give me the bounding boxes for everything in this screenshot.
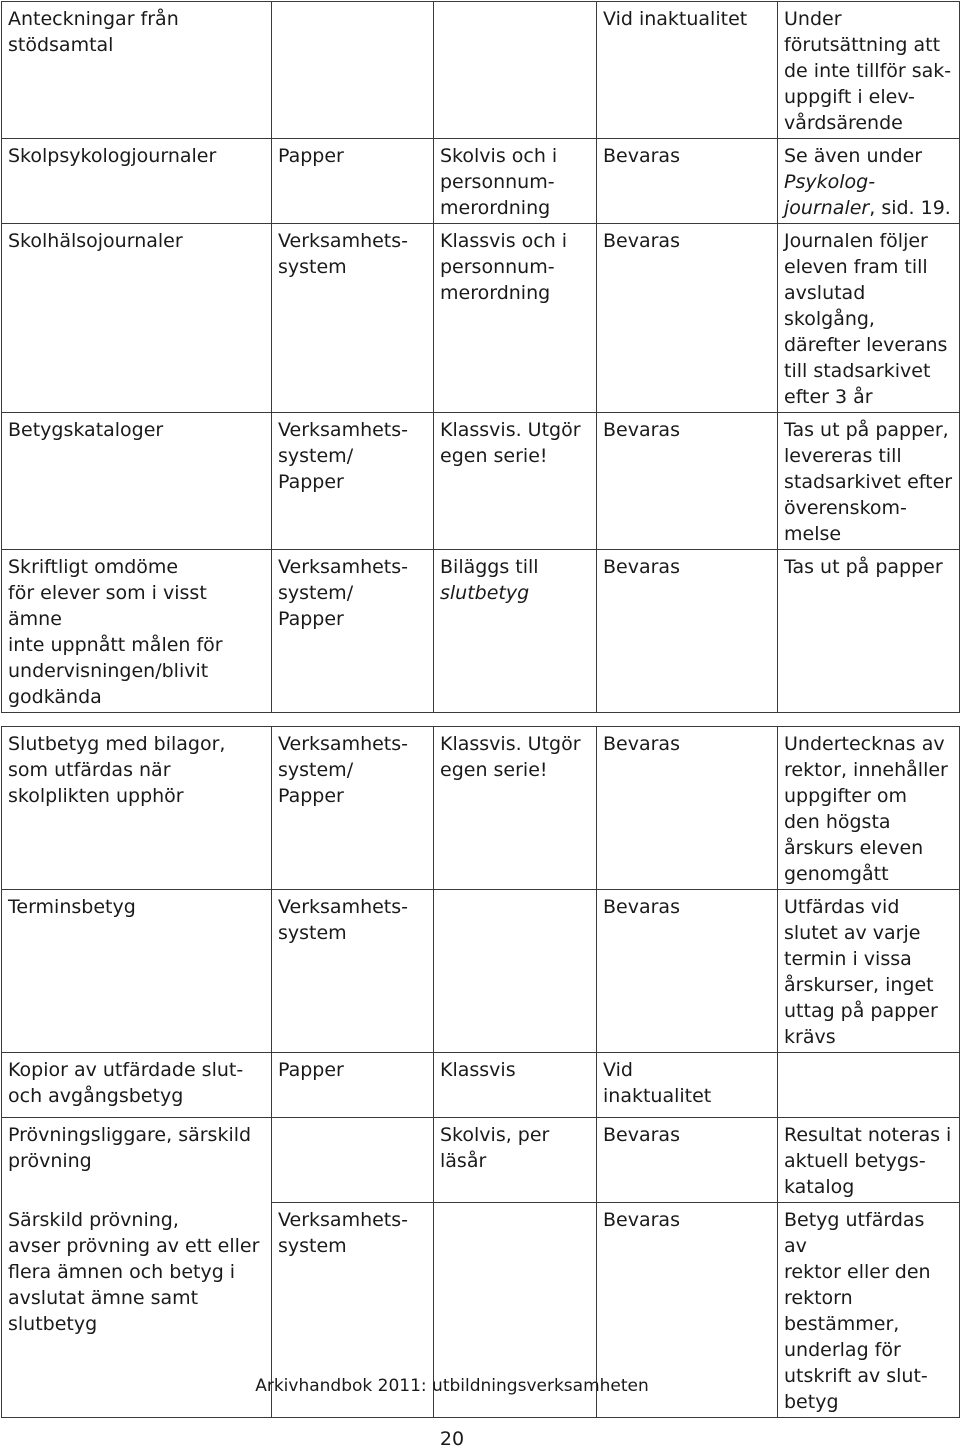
- medium-cell: [272, 2, 434, 139]
- medium-cell: Verksamhets- system/ Papper: [272, 727, 434, 890]
- medium-cell: Verksamhets- system: [272, 224, 434, 413]
- retention-cell: Bevaras: [597, 890, 778, 1053]
- record-type-cell: Terminsbetyg: [2, 890, 272, 1053]
- remarks-cell: Undertecknas av rektor, innehåller uppgifter om den högsta årskurs eleven genomgått: [778, 727, 960, 890]
- record-type-cell: Betygskataloger: [2, 413, 272, 550]
- record-type-cell: Slutbetyg med bilagor, som utfärdas när skolplikten upphör: [2, 727, 272, 890]
- table-row: [2, 550, 960, 713]
- retention-cell: Bevaras: [597, 139, 778, 224]
- table-row: [2, 1118, 960, 1203]
- retention-cell: Bevaras: [597, 1203, 778, 1418]
- medium-cell: [272, 1118, 434, 1203]
- retention-cell: Bevaras: [597, 224, 778, 413]
- remarks-cell: Journalen följer eleven fram till avslutad skolgång, därefter leverans till stadsarkivet efter 3 år: [778, 224, 960, 413]
- table-row: [2, 1053, 960, 1118]
- retention-cell: Vid inaktualitet: [597, 1053, 778, 1118]
- table-row: [2, 139, 960, 224]
- ordering-reference: slutbetyg: [440, 582, 530, 604]
- ordering-cell: Klassvis: [434, 1053, 597, 1118]
- remarks-cell: Tas ut på papper: [778, 550, 960, 713]
- record-type-cell: Kopior av utfärdade slut- och avgångsbetyg: [2, 1053, 272, 1118]
- record-type-cell: Skolhälsojournaler: [2, 224, 272, 413]
- ordering-cell: [434, 890, 597, 1053]
- medium-cell: Papper: [272, 1053, 434, 1118]
- record-type-cell: Anteckningar från stödsamtal: [2, 2, 272, 139]
- medium-cell: Verksamhets- system: [272, 1203, 434, 1418]
- medium-cell: Verksamhets- system/ Papper: [272, 413, 434, 550]
- ordering-cell: [434, 2, 597, 139]
- table-row: [2, 2, 960, 139]
- retention-cell: Bevaras: [597, 550, 778, 713]
- table-row: [2, 890, 960, 1053]
- remarks-cell: Tas ut på papper, levereras till stadsarkivet efter överenskom- melse: [778, 413, 960, 550]
- footer-title: Arkivhandbok 2011: utbildningsverksamheten: [255, 1376, 649, 1396]
- ordering-cell: Klassvis och i personnum- merordning: [434, 224, 597, 413]
- record-type-cell: Skriftligt omdöme för elever som i visst ämne inte uppnått målen för undervisningen/blivit godkända: [2, 550, 272, 713]
- section-gap-cell: [2, 713, 960, 727]
- section-gap: [2, 713, 960, 727]
- table-row: [2, 727, 960, 890]
- table-row: [2, 224, 960, 413]
- retention-cell: Bevaras: [597, 1118, 778, 1203]
- remarks-cell: [778, 1053, 960, 1118]
- remarks-cell: Under förutsättning att de inte tillför sak- uppgift i elev- vårdsärende: [778, 2, 960, 139]
- remarks-prefix: Se även under: [784, 145, 923, 167]
- record-type-cell: Särskild prövning, avser prövning av ett eller flera ämnen och betyg i avslutat ämne samt slutbetyg: [2, 1203, 272, 1418]
- medium-cell: Verksamhets- system/ Papper: [272, 550, 434, 713]
- archive-records-table: [1, 1, 960, 1418]
- remarks-suffix: , sid. 19.: [869, 197, 951, 219]
- page-number: 20: [439, 1428, 465, 1450]
- ordering-cell: Skolvis och i personnum- merordning: [434, 139, 597, 224]
- record-type-cell: Skolpsykologjournaler: [2, 139, 272, 224]
- remarks-reference: Psykolog- journaler: [784, 171, 876, 219]
- ordering-cell: Skolvis, per läsår: [434, 1118, 597, 1203]
- remarks-cell: Resultat noteras i aktuell betygs- katalog: [778, 1118, 960, 1203]
- ordering-cell: [434, 550, 597, 713]
- ordering-cell: Klassvis. Utgör egen serie!: [434, 727, 597, 890]
- retention-cell: Bevaras: [597, 727, 778, 890]
- remarks-cell: [778, 139, 960, 224]
- medium-cell: Verksamhets- system: [272, 890, 434, 1053]
- record-type-cell: Prövningsliggare, särskild prövning: [2, 1118, 272, 1203]
- remarks-cell: Betyg utfärdas av rektor eller den rektorn bestämmer, underlag för utskrift av slut- betyg: [778, 1203, 960, 1418]
- medium-cell: Papper: [272, 139, 434, 224]
- retention-cell: Vid inaktualitet: [597, 2, 778, 139]
- table-row: [2, 413, 960, 550]
- ordering-cell: Klassvis. Utgör egen serie!: [434, 413, 597, 550]
- remarks-cell: Utfärdas vid slutet av varje termin i vissa årskurser, inget uttag på papper krävs: [778, 890, 960, 1053]
- ordering-prefix: Biläggs till: [440, 556, 539, 578]
- retention-cell: Bevaras: [597, 413, 778, 550]
